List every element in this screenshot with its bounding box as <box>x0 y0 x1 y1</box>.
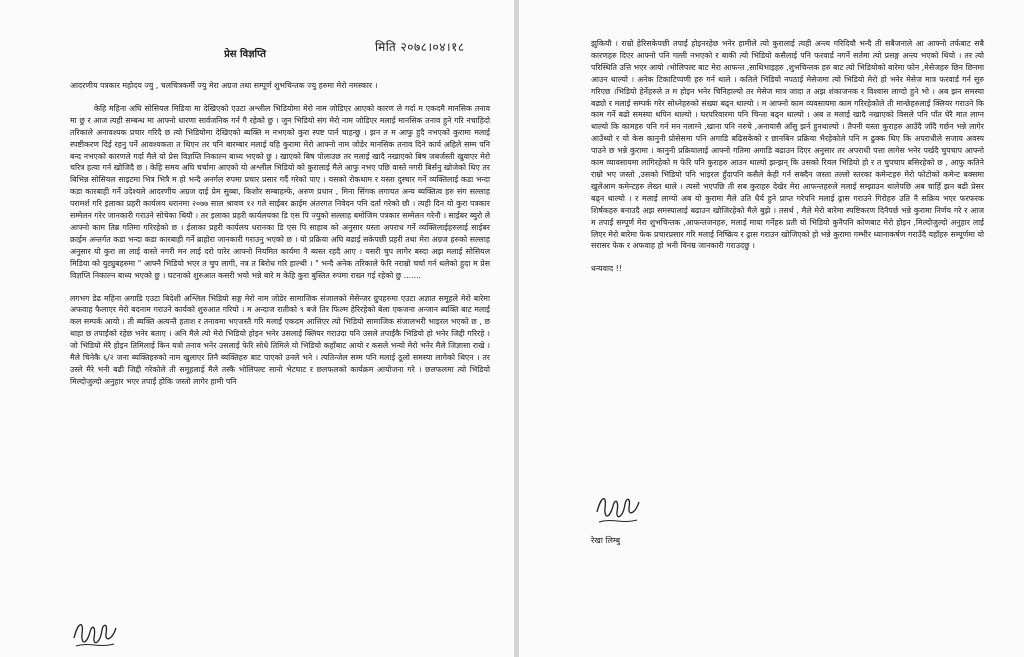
page-title: प्रेस विज्ञप्ति <box>224 49 266 60</box>
body-paragraph-1: केहि महिना अघि सोसियल मिडिया मा देखिएको एउटा अश्लील भिडियोमा मेरो नाम जोडिएर आएको कारण ले गर्दा म एकदमै मानसिक तनाव मा छु र आज त्यही सम्बन्ध मा आफ्नो धारणा सार्वजनिक गर्न गै रहेको छु । जुन भिडियो संग मेरो नाम जोडिएर मलाई मानसिक तनाव हुने गरि नचाहिदो तरिकाले अनावश्यक प्रचार गरिदै छ त्यो भिडियोमा देखिएको ब्यक्ति म नभएको कुरा स्पष्ट पार्न चाहन्छु । झन त म आफु हुदै नभएको कुरामा मलाई स्पष्टीकरण दिई रहनु पर्ने आवश्यकता त थिएन तर पनि बारम्बार मलाई यहि कुरामा मेरो आफ्नो नाम जोडेर मानसिक तनाव दिने कार्य अहिले सम्म पनि बन्द नभएको कारणले गर्दा मैले यो प्रेस विज्ञप्ति निकाल्न बाध्य भएको छु । खाएको बिष पोलाउछ तर मलाई खादै नखाएको बिष जबर्जस्ती खुवाएर मेरो चरित्र हत्या गर्न खोजिदै छ । केहि समय अघि चर्चामा आएको यो अश्लील भिडियो को कुरालाई मैले आफु नभए पछि वास्ते नगरी बिर्सनु खोजेको थिए तर बिभिन्न सोसियल साइटमा भित्र भित्रै म हो भन्दै अनर्गल रुपमा प्रचार प्रसार गर्दै गरेको पाए । यसको रोकथाम र यस्ता दुस्चार गर्ने व्यक्तिलाई कडा भन्दा कडा कारबाही गर्ने उदेश्यले आदरणीय अग्रज दाई प्रेम सुब्बा, किशोर सम्बाहम्फे, अरुण प्रधान , मिना सिंगक लगायत अन्य ब्यक्तित्व हरु संग सल्लाह परामर्श गरि इलाका प्रहरी कार्यलय धरानमा २०७७ साल श्रावण १२ गते साईबर क्राईम अंतरगत निवेदन पनि दर्ता गरेको छौ । त्यही दिन यो कुरा पत्रकार सम्मेलन गरेर जानकारी गराउने सोचेका थियौ । तर इलाका प्रहरी कार्यलयका डि एस पि ज्युको सल्लाह बमोजिम पत्रकार सम्मेलन गरेनौ । साईबर ब्युरो ले आफ्नो काम तिब्र गतिमा गरिरहेको छ । ईलाका प्रहरी कार्यलय धरानका डि एस पि साहाब को अनुसार यस्ता अपराध गर्ने व्यक्तिलाईहरुलाई साईबर क्राईम अन्तर्गत कडा भन्दा कडा कारबाही गर्ने ब्राहोरा जानकारी गराउनु भएको छ । यो प्रक्रिया अघि बढाई सकेपछी प्रहरी तथा मेरा अग्रज हरुको सल्लाह अनुसार यो कुरा ला लाई वास्ते नगरी मन लाई दरो पारेर आफ्नो नियमित कार्यमा नै ब्यस्त रहदै आए । यसरी चुप लागेर बस्दा अझ मलाई सोसियल मिडिया को युट्युबहरुमा " आफ्नै भिडियो भएर त चुप लागी, नत्र त बिरोध गरि हाल्थी । " भन्दै अनेक तरिकाले फेरि नराम्रो चर्चा गर्न थलेको हुदा म प्रेस विज्ञप्ति निकाल्न बाध्य भएको छु । घटनाको शुरुआत कसरी भयो भन्ने बारे म केहि कुरा बुस्तित रुपमा राख्न गई रहेको छु ....... <box>70 103 490 280</box>
body-paragraph-2: लगभग डेढ महिना अगाडि एउटा बिदेशी अश्लिल भिडियो सङ्ग मेरो नाम जोडेर सामाजिक संजालको मेसेन्जर ग्रुपहरुमा एउटा अज्ञात समूहले मेरो बारेमा अफवाह फैलाएर मेरो बदनाम गराउने कार्यको शुरुआत गरियो । म अन्दाज रातीको ९ बजे तिर फिल्म हेरिरहेको बेला एकजना अन्जान ब्यक्ति बाट मलाई कल सम्पर्क आयो । ती ब्यक्ति अत्यन्तै हताश र तनावमा भएजस्तै गरि मलाई एकदम आत्तिएर त्यो भिडियो सामाजिक संजालभरी भाइरल भएको छ , छ थाहा छ तपाईंको रहेछ भनेर बताए । अनि मैले त्यो मेरो भिडियो होइन भनेर उसलाई क्लियर गराउदा पनि उसले तपाईंकै भिडियो हो भनेर जिद्दी गरिरहे ।जो भिडियो मेरै होइन तिमिलाई किन यत्रो तनाव भनेर उसलाई फेरि सोधे तिमिले यो भिडियो कहाँबाट आयो र कसले भन्यो मेरो भनेर मैले जिज्ञासा राखे । मैले चिनेकै ६/२ जना ब्यक्तिहरुको नाम खुलाएर तिनै ब्यक्तिहरु बाट पाएको उनले भने । त्यतिन्जेल सम्म पनि मलाई ठूलो समस्या लागेको थिएन । तर उस्ले मैरे भनी बढी जिद्दी गरेकोले ती समूहलाई मैले तस्कै भोलिपल्ट सानो भेटघाट र छलफलको कार्यक्रम आयोजना गरे । छलफलमा त्यो भिडियो मिल्दोजुल्दो अनुहार भएर तपाईं होकि जस्तो लागेर हामी पनि <box>70 293 490 386</box>
signature-mark-right <box>593 488 643 530</box>
date-line: मिति २०७८।०४।१८ <box>375 40 465 54</box>
closing-text: धन्यवाद !! <box>591 264 622 274</box>
signer-name: रेखा लिम्बु <box>591 536 621 545</box>
body-paragraph-3: झुकियौ । राम्रो हेरिसकेपछी तपाईं होइनरहेछ भनेर हामीले त्यो कुरालाई त्यही अन्त्य गरिदियौ भन्दै ती सबैजनाले आ आफ्नो तर्फबाट सबै कारणहरु दिएर आफ्नो पनि गल्ती नभएको र बाकी त्यो भिडियो कसैलाई पनि फरवार्ड नगर्ने सर्तमा त्यो प्रसङ्ग अन्त्य भएको थियो । तर त्यो परिस्थिति उत्ति भएर आयो ।भोलिपल्ट बाट मेरा आफन्त ,साथिभाइहरु ,शुभचिन्तक हरु बाट त्यो भिडियोको बारेमा फोन ,मेसेजहरु छिन छिनमा आउन थाल्यो । अनेक टिकाटिप्पणी हरु गर्न थाले । कतिले भिडियो नपठाई मेसेजमा त्यो भिडियो मेरो हो भनेर मेसेज मात्र फरवार्ड गर्न सुरु गरिएछ ।भिडियो हेर्नेहरुले त म होइन भनेर चिनिहाल्यो तर मेसेज मात्र जादा त अझ शंकाजनक र विश्वास लाग्दो हुने भो । अब झन समस्या बढ्यो र मलाई सम्पर्क गरेर सोध्नेहरुको संख्या बढ्न थाल्यो । म आफ्नो काम व्यवसायमा काम गरिरहेकोले ती मान्छेहरुलाई क्लियर गराउने कि काम गर्ने बढो समस्या थपिन थाल्यो । घरपरिवारमा पनि चिन्ता बढ्न थाल्यो । अब त मलाई खादै नखाएको विसले पनि पाँत घेरै मात लाग्न थाल्यो कि कामहरु पनि गर्न मन नलाग्ने ,खाना पनि नरुचे ,अनायासै आँसु झर्न हुनथाल्यो । तैपनी यस्ता कुराहरु आउँदै जाँदै गर्छन भन्ने लागेर आउँथ्यो र यो केस कानुनी प्रोसेसमा पनि अगाडि बढिसकेको र छानबिन प्रक्रिया भैरहेकोले पनि म ढुक्क थिए कि अपराधीले सजाय अवस्य पाउने छ भन्ने कुरामा । कानुनी प्रक्रियालाई आफ्नो गतिमा अगाडि बढाउन दिएर अनुसार तर अपराधी पत्ता लागेस भनेर पर्खदै चुपचाप आफ्नो काम व्यावसायमा लागिरहेको म फेरि पनि कुराहरु आउन थाल्यो झन्झन् कि उसको रियल भिडियो हो र त चुपचाप बसिरहेको छ , आफु कतिने राम्रो भए जस्तो ,उसको भिडियो पनि भाइरल हुँदापनि कसैले केही गर्न सक्दैन जस्ता तल्लो स्तरका कमेन्टहरु मेरो फोटोको कमेन्ट बक्समा खुलेआम कमेन्टहरु लेख्न थाले । त्यसो भएपछि ती सब कुराहरु देखेर मेरा आफन्तहरुले मलाई सम्झाउन थालेपछि अब चाहिँ झन बढी प्रेसर बढ्न थाल्यो । र मलाई लाग्यो अब यो कुरामा मैले उति धैर्य हुने प्राप्त गरेपनि मलाई ढ्रास गराउने गिरोहरु उति नै सक्रिय भएर फरफरक शिर्षकहरु बनाउदै अझ समस्यालाई बढाउन खोजिरहेको मैले बुझे । तसर्थ , मैले मेरो बारेमा स्पष्टिकरण दिनैपर्छ भन्ने कुरामा निर्णय गरे र आज म तपाईं सम्पूर्ण मेरा शुभचिन्तक ,आफन्तजनहरु, मलाई माया गर्नेहरु प्रती यो भिडियो कुनैपनि कोणबाट मेरो होइन ,मिल्दोजुल्दो अनुहार लाई लिएर मेरो बारेमा फेक प्रचारप्रसार गरि मलाई निष्क्रिय र ढ्रास गराउन खोजिएको हो भन्ने कुरामा गम्भीर ध्यानाकर्षण गराउँदै यहाँहरु सम्पूर्णमा यो सरासर फेक र अफवाह हो भनी विनम्र जानकारी गराउदछु । <box>591 39 984 251</box>
right-page <box>519 0 1024 657</box>
signature-mark <box>70 616 120 654</box>
salutation: आदरणीय पत्रकार महोदय ज्यु , चलचित्रकर्मी ज्यु मेरा अग्रज तथा सम्पूर्ण शुभचिन्तक ज्यु हरुमा मेरो नमस्कार । <box>70 81 378 90</box>
